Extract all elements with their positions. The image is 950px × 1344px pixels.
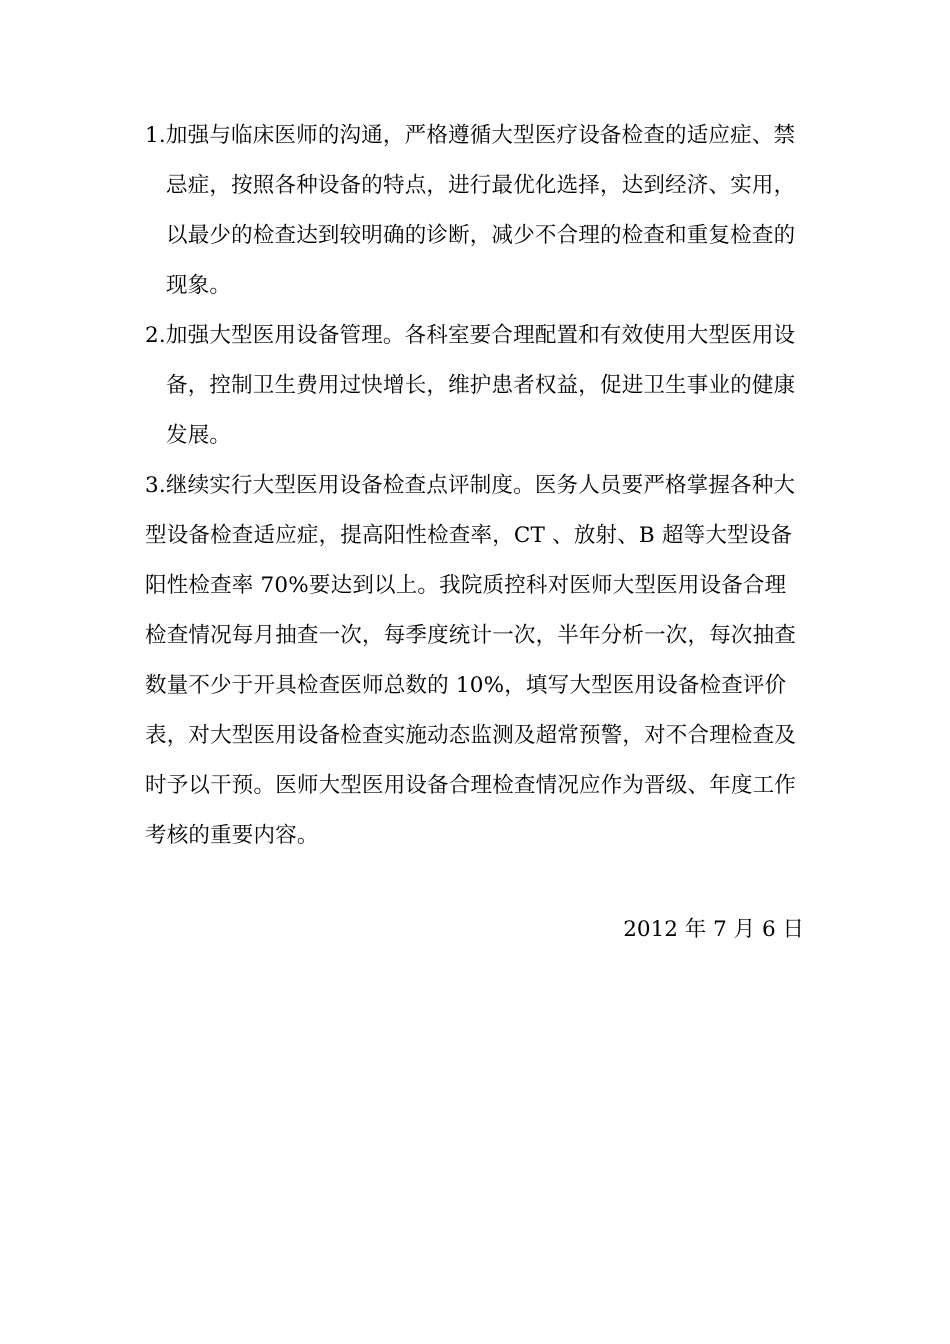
item-3-line-6: 表，对大型医用设备检查实施动态监测及超常预警，对不合理检查及: [145, 723, 797, 748]
item-2-line-3: 发展。: [166, 423, 232, 448]
item-2-line-2: 备，控制卫生费用过快增长，维护患者权益，促进卫生事业的健康: [166, 373, 796, 398]
item-3-line-2: 型设备检查适应症，提高阳性检查率，CT 、放射、B 超等大型设备: [145, 523, 793, 548]
document-date: 2012 年 7 月 6 日: [623, 917, 804, 942]
item-3-line-1: 3.继续实行大型医用设备检查点评制度。医务人员要严格掌握各种大: [145, 473, 796, 498]
item-3-line-4: 检查情况每月抽查一次，每季度统计一次，半年分析一次，每次抽查: [145, 623, 797, 648]
item-1-line-3: 以最少的检查达到较明确的诊断，减少不合理的检查和重复检查的: [166, 223, 796, 248]
item-3-line-3: 阳性检查率 70%要达到以上。我院质控科对医师大型医用设备合理: [145, 573, 787, 598]
item-3-line-7: 时予以干预。医师大型医用设备合理检查情况应作为晋级、年度工作: [145, 773, 797, 798]
item-3-line-8: 考核的重要内容。: [145, 823, 319, 848]
item-1-line-2: 忌症，按照各种设备的特点，进行最优化选择，达到经济、实用，: [166, 173, 796, 198]
item-2-line-1: 2.加强大型医用设备管理。各科室要合理配置和有效使用大型医用设: [145, 323, 796, 348]
item-1-line-1: 1.加强与临床医师的沟通，严格遵循大型医疗设备检查的适应症、禁: [145, 123, 796, 148]
item-3-line-5: 数量不少于开具检查医师总数的 10%，填写大型医用设备检查评价: [145, 673, 787, 698]
item-1-line-4: 现象。: [166, 273, 232, 298]
